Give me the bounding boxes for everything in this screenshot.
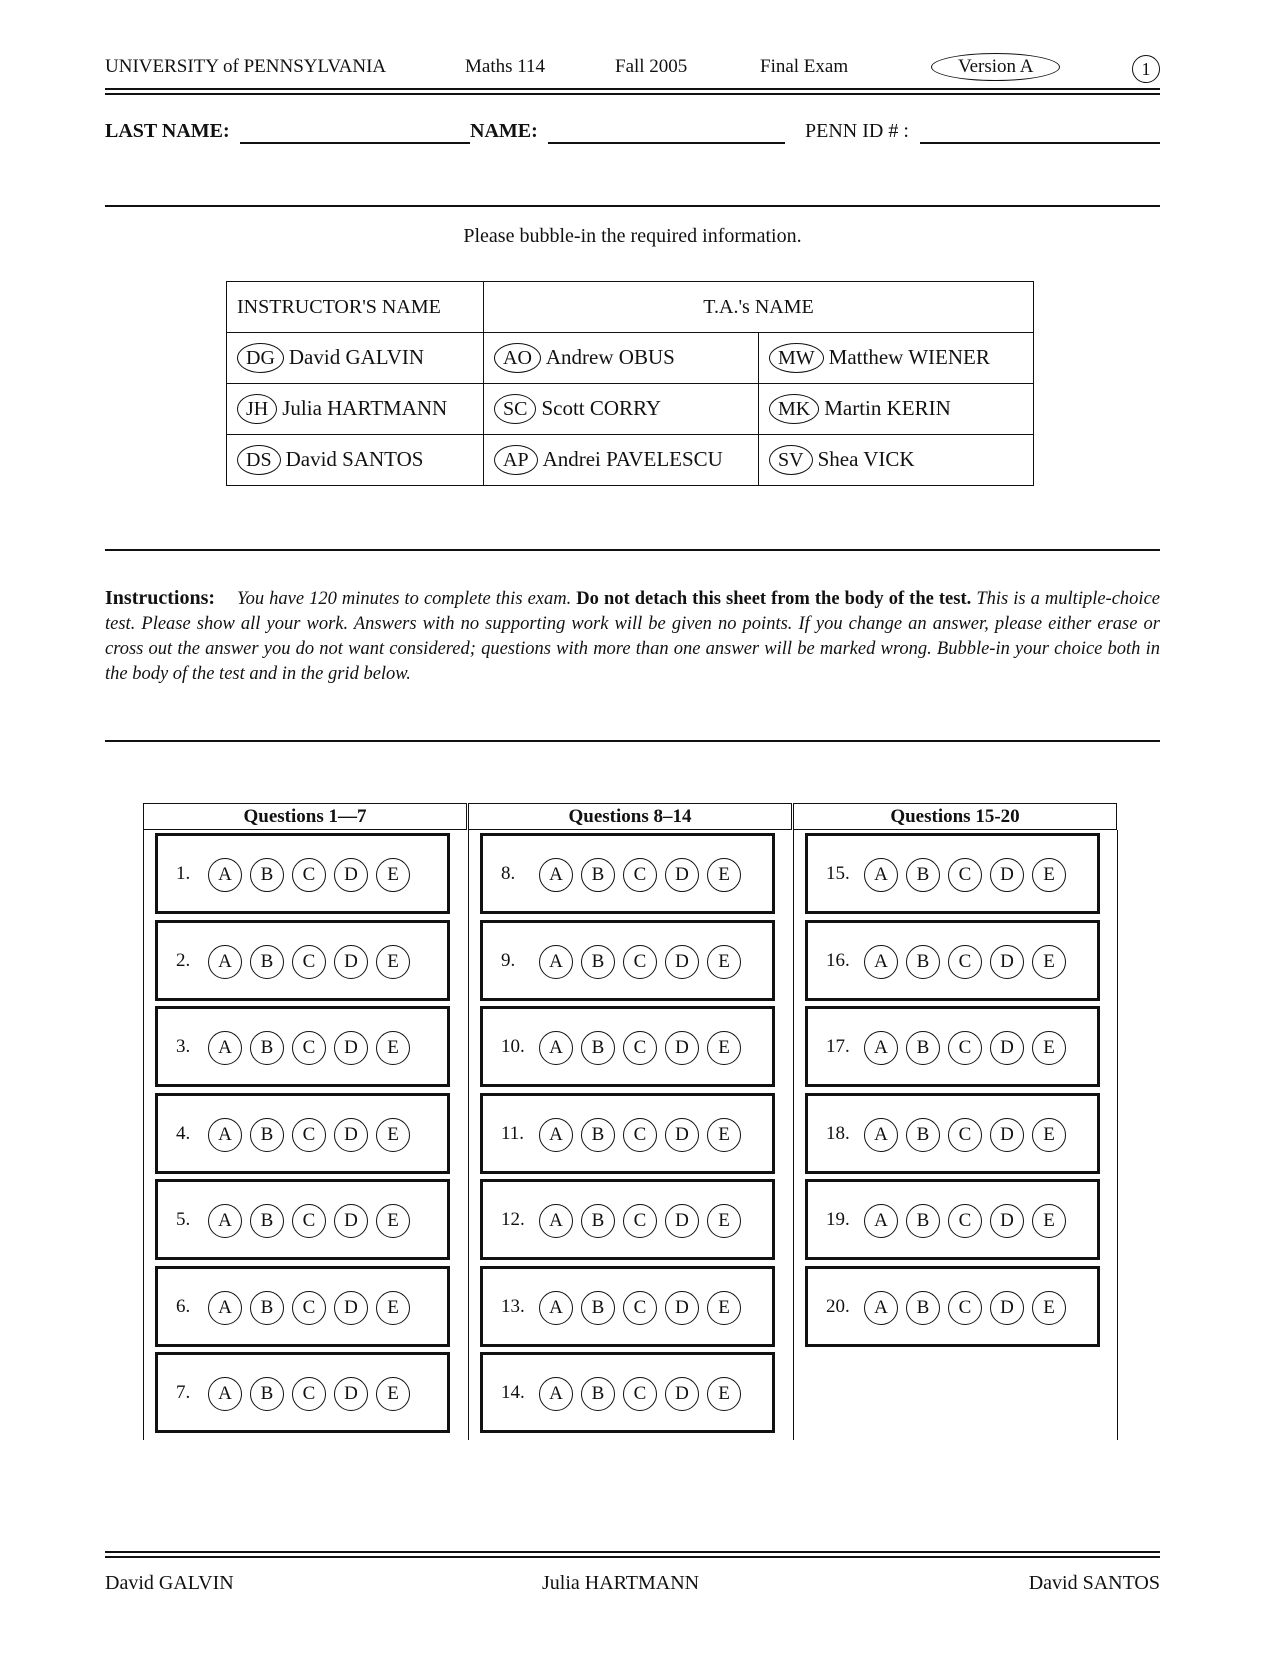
answer-bubble-b[interactable]: B [250, 1291, 284, 1325]
answer-bubble-c[interactable]: C [623, 1031, 657, 1065]
instructor-header: INSTRUCTOR'S NAME [227, 282, 484, 333]
penn-id-field[interactable] [920, 142, 1160, 144]
answer-bubble-b[interactable]: B [581, 1118, 615, 1152]
bubble-oval[interactable]: SC [494, 394, 536, 424]
answer-bubble-b[interactable]: B [906, 1291, 940, 1325]
answer-bubble-e[interactable]: E [707, 1291, 741, 1325]
institution: UNIVERSITY of PENNSYLVANIA [105, 56, 387, 77]
last-name-field[interactable] [240, 142, 470, 144]
answer-bubble-a[interactable]: A [539, 945, 573, 979]
bubble-oval[interactable]: DS [237, 445, 281, 475]
name-fields [105, 120, 1160, 150]
question-row [805, 1006, 1100, 1087]
answer-bubble-c[interactable]: C [292, 1377, 326, 1411]
answer-bubble-b[interactable]: B [906, 858, 940, 892]
answer-bubble-a[interactable]: A [864, 1118, 898, 1152]
answer-bubble-c[interactable]: C [292, 945, 326, 979]
question-number: 19. [826, 1209, 850, 1230]
answer-bubble-b[interactable]: B [581, 945, 615, 979]
answer-bubble-b[interactable]: B [250, 1031, 284, 1065]
answer-bubble-b[interactable]: B [906, 945, 940, 979]
answer-bubble-e[interactable]: E [707, 945, 741, 979]
answer-bubble-d[interactable]: D [334, 858, 368, 892]
answer-bubble-e[interactable]: E [1032, 1204, 1066, 1238]
question-number: 1. [176, 863, 191, 884]
column-header: Questions 15-20 [793, 803, 1117, 830]
answer-bubble-c[interactable]: C [623, 945, 657, 979]
bubble-oval[interactable]: AP [494, 445, 538, 475]
answer-bubble-c[interactable]: C [623, 1118, 657, 1152]
answer-bubble-e[interactable]: E [707, 858, 741, 892]
instructor-name: Julia HARTMANN [282, 396, 448, 420]
answer-bubble-d[interactable]: D [334, 1118, 368, 1152]
answer-bubble-e[interactable]: E [376, 1291, 410, 1325]
question-row [155, 920, 450, 1001]
answer-bubble-e[interactable]: E [1032, 1291, 1066, 1325]
column-header: Questions 1—7 [143, 803, 467, 830]
answer-bubble-c[interactable]: C [292, 1031, 326, 1065]
answer-bubble-c[interactable]: C [623, 1291, 657, 1325]
answer-bubble-b[interactable]: B [906, 1118, 940, 1152]
answer-bubble-c[interactable]: C [948, 945, 982, 979]
ta-name: Martin KERIN [824, 396, 951, 420]
ta-option[interactable] [484, 384, 759, 435]
question-number: 17. [826, 1036, 850, 1057]
answer-bubble-c[interactable]: C [948, 1118, 982, 1152]
question-number: 9. [501, 949, 516, 971]
bubble-oval[interactable]: MW [769, 343, 824, 373]
answer-bubble-d[interactable]: D [990, 858, 1024, 892]
question-number: 12. [501, 1209, 525, 1230]
answer-bubble-d[interactable]: D [990, 1031, 1024, 1065]
answer-bubble-b[interactable]: B [906, 1031, 940, 1065]
question-row [155, 833, 450, 914]
answer-bubble-a[interactable]: A [539, 1031, 573, 1065]
answer-bubble-a[interactable]: A [208, 1118, 242, 1152]
ta-option[interactable] [759, 435, 1034, 486]
instructions-label: Instructions: [105, 587, 216, 609]
answer-bubble-c[interactable]: C [948, 858, 982, 892]
divider [105, 205, 1160, 207]
question-number: 20. [826, 1295, 850, 1317]
answer-bubble-c[interactable]: C [948, 1031, 982, 1065]
footer [105, 1572, 1160, 1598]
answer-bubble-e[interactable]: E [1032, 1031, 1066, 1065]
answer-bubble-b[interactable]: B [250, 1377, 284, 1411]
answer-bubble-b[interactable]: B [250, 1118, 284, 1152]
instructor-name: David SANTOS [285, 447, 424, 471]
answer-bubble-a[interactable]: A [864, 858, 898, 892]
answer-bubble-d[interactable]: D [665, 1377, 699, 1411]
instructor-option[interactable] [227, 435, 484, 486]
footer-divider [105, 1551, 1160, 1558]
answer-bubble-e[interactable]: E [707, 1377, 741, 1411]
question-row [155, 1352, 450, 1433]
bubble-oval[interactable]: DG [237, 343, 284, 373]
answer-bubble-a[interactable]: A [539, 1204, 573, 1238]
question-number: 2. [176, 949, 191, 971]
answer-bubble-e[interactable]: E [376, 1204, 410, 1238]
bubble-oval[interactable]: SV [769, 445, 813, 475]
answer-bubble-a[interactable]: A [208, 1377, 242, 1411]
question-number: 13. [501, 1295, 525, 1317]
ta-name: Matthew WIENER [828, 345, 990, 369]
ta-option[interactable] [759, 333, 1034, 384]
ta-name: Andrew OBUS [545, 345, 675, 369]
ta-name: Andrei PAVELESCU [542, 447, 723, 471]
question-number: 7. [176, 1382, 191, 1403]
answer-bubble-e[interactable]: E [1032, 858, 1066, 892]
answer-bubble-c[interactable]: C [292, 858, 326, 892]
question-number: 16. [826, 949, 850, 971]
question-row [480, 1006, 775, 1087]
answer-bubble-b[interactable]: B [906, 1204, 940, 1238]
question-number: 4. [176, 1122, 191, 1144]
version-badge: Version A [931, 53, 1060, 81]
question-row [805, 1266, 1100, 1347]
footer-instructor: David GALVIN [105, 1572, 234, 1594]
bubble-prompt: Please bubble-in the required information. [463, 225, 802, 247]
ta-option[interactable] [484, 435, 759, 486]
column-header: Questions 8–14 [468, 803, 792, 830]
question-row [155, 1266, 450, 1347]
question-number: 18. [826, 1122, 850, 1144]
question-row [480, 833, 775, 914]
answer-bubble-d[interactable]: D [665, 1118, 699, 1152]
answer-bubble-e[interactable]: E [707, 1031, 741, 1065]
question-row [805, 920, 1100, 1001]
question-number: 10. [501, 1036, 525, 1057]
answer-bubble-d[interactable]: D [990, 945, 1024, 979]
answer-bubble-c[interactable]: C [623, 1377, 657, 1411]
column-frame [468, 830, 471, 1440]
answer-bubble-a[interactable]: A [864, 1291, 898, 1325]
last-name-label: LAST NAME: [105, 120, 230, 142]
answer-bubble-b[interactable]: B [250, 945, 284, 979]
question-number: 15. [826, 863, 850, 884]
answer-bubble-d[interactable]: D [334, 1291, 368, 1325]
answer-bubble-b[interactable]: B [581, 1291, 615, 1325]
answer-bubble-d[interactable]: D [990, 1118, 1024, 1152]
exam-title: Final Exam [760, 56, 849, 77]
question-row [480, 1266, 775, 1347]
ta-header: T.A.'s NAME [484, 282, 1034, 333]
question-number: 5. [176, 1209, 191, 1230]
answer-bubble-b[interactable]: B [581, 858, 615, 892]
bubble-oval[interactable]: JH [237, 394, 277, 424]
question-row [805, 1093, 1100, 1174]
footer-instructor: David SANTOS [1028, 1572, 1160, 1594]
divider [105, 740, 1160, 742]
ta-name: Scott CORRY [541, 396, 662, 420]
answer-bubble-c[interactable]: C [623, 1204, 657, 1238]
answer-bubble-c[interactable]: C [623, 858, 657, 892]
exam-header [105, 56, 1160, 86]
bubble-oval[interactable]: MK [769, 394, 819, 424]
instructions-text: You have 120 minutes to complete this exam. [237, 589, 572, 609]
question-row [155, 1093, 450, 1174]
answer-bubble-e[interactable]: E [376, 1118, 410, 1152]
answer-bubble-c[interactable]: C [292, 1118, 326, 1152]
column-frame [793, 830, 796, 1440]
instructor-ta-table [226, 281, 1034, 486]
bubble-oval[interactable]: AO [494, 343, 541, 373]
question-number: 14. [501, 1382, 525, 1403]
footer-instructor: Julia HARTMANN [542, 1572, 700, 1594]
answer-bubble-d[interactable]: D [990, 1204, 1024, 1238]
answer-bubble-a[interactable]: A [208, 1291, 242, 1325]
question-row [480, 1352, 775, 1433]
answer-bubble-c[interactable]: C [948, 1291, 982, 1325]
page-number: 1 [1132, 55, 1160, 83]
question-number: 3. [176, 1036, 191, 1057]
ta-option[interactable] [484, 333, 759, 384]
answer-bubble-b[interactable]: B [250, 1204, 284, 1238]
answer-bubble-e[interactable]: E [376, 1031, 410, 1065]
answer-bubble-a[interactable]: A [539, 1118, 573, 1152]
question-number: 11. [501, 1122, 525, 1144]
answer-bubble-a[interactable]: A [208, 858, 242, 892]
answer-bubble-a[interactable]: A [208, 1204, 242, 1238]
question-row [480, 1179, 775, 1260]
answer-bubble-d[interactable]: D [334, 945, 368, 979]
answer-bubble-a[interactable]: A [539, 858, 573, 892]
answer-bubble-a[interactable]: A [864, 945, 898, 979]
name-label: NAME: [470, 120, 538, 142]
question-row [480, 1093, 775, 1174]
answer-bubble-c[interactable]: C [292, 1204, 326, 1238]
answer-bubble-c[interactable]: C [292, 1291, 326, 1325]
answer-bubble-d[interactable]: D [665, 1204, 699, 1238]
answer-bubble-d[interactable]: D [665, 1031, 699, 1065]
instructions-text: This is a multiple-choice test. Please show all your work. Answers with no supporting work will be given no points. If you change an answer, please either erase or cross out the answer you do not want considered; questions with more than one answer will be marked wrong. Bubble-in your choice both in the body of the test and in the grid below. [105, 589, 1160, 684]
answer-bubble-b[interactable]: B [250, 858, 284, 892]
divider [105, 549, 1160, 551]
term: Fall 2005 [615, 56, 688, 77]
answer-bubble-d[interactable]: D [665, 858, 699, 892]
instructions-warning: Do not detach this sheet from the body of the test. [576, 589, 972, 609]
answer-bubble-b[interactable]: B [581, 1204, 615, 1238]
instructions [105, 586, 1160, 687]
answer-bubble-e[interactable]: E [1032, 945, 1066, 979]
answer-bubble-b[interactable]: B [581, 1031, 615, 1065]
answer-bubble-e[interactable]: E [707, 1118, 741, 1152]
answer-bubble-a[interactable]: A [864, 1031, 898, 1065]
answer-bubble-a[interactable]: A [539, 1291, 573, 1325]
answer-bubble-a[interactable]: A [208, 945, 242, 979]
answer-bubble-e[interactable]: E [376, 1377, 410, 1411]
answer-bubble-e[interactable]: E [376, 858, 410, 892]
answer-bubble-d[interactable]: D [334, 1031, 368, 1065]
name-field[interactable] [548, 142, 785, 144]
instructor-name: David GALVIN [288, 345, 425, 369]
instructor-option[interactable] [227, 384, 484, 435]
answer-bubble-d[interactable]: D [990, 1291, 1024, 1325]
answer-bubble-c[interactable]: C [948, 1204, 982, 1238]
question-row [805, 833, 1100, 914]
instructor-option[interactable] [227, 333, 484, 384]
ta-option[interactable] [759, 384, 1034, 435]
answer-bubble-a[interactable]: A [864, 1204, 898, 1238]
question-row [155, 1006, 450, 1087]
answer-bubble-a[interactable]: A [539, 1377, 573, 1411]
answer-bubble-d[interactable]: D [665, 1291, 699, 1325]
column-frame [1117, 830, 1120, 1440]
answer-bubble-e[interactable]: E [1032, 1118, 1066, 1152]
column-frame [143, 830, 146, 1440]
ta-name: Shea VICK [817, 447, 915, 471]
course: Maths 114 [465, 56, 546, 77]
question-row [155, 1179, 450, 1260]
answer-bubble-a[interactable]: A [208, 1031, 242, 1065]
header-divider [105, 88, 1160, 95]
question-row [805, 1179, 1100, 1260]
answer-bubble-e[interactable]: E [376, 945, 410, 979]
answer-bubble-e[interactable]: E [707, 1204, 741, 1238]
question-number: 6. [176, 1295, 191, 1317]
answer-bubble-d[interactable]: D [665, 945, 699, 979]
question-row [480, 920, 775, 1001]
answer-bubble-d[interactable]: D [334, 1377, 368, 1411]
answer-bubble-b[interactable]: B [581, 1377, 615, 1411]
answer-bubble-d[interactable]: D [334, 1204, 368, 1238]
penn-id-label: PENN ID # : [805, 120, 909, 142]
answer-grid [143, 803, 1119, 1440]
question-number: 8. [501, 863, 516, 884]
